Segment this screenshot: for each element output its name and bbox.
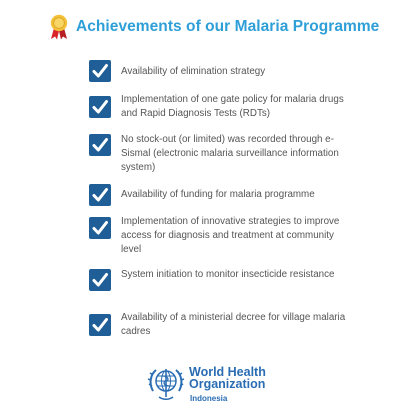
checkbox-checked-icon — [89, 134, 111, 156]
list-item-text: Implementation of innovative strategies to improve access for diagnosis and treatment at community level — [121, 216, 340, 256]
checkbox-checked-icon — [89, 96, 111, 118]
page-title: Achievements of our Malaria Programme — [76, 18, 380, 35]
list-item — [89, 134, 389, 176]
list-item-text: Availability of elimination strategy — [121, 66, 266, 77]
org-name-line1: World Health — [189, 365, 266, 379]
list-item-text: Availability of funding for malaria programme — [121, 189, 315, 200]
medal-icon — [50, 14, 68, 40]
list-item — [89, 217, 389, 258]
list-item — [89, 184, 389, 206]
checkbox-checked-icon — [89, 314, 111, 336]
list-item-text: System initiation to monitor insecticide resistance — [121, 269, 335, 280]
org-country: Indonesia — [190, 394, 228, 403]
list-item-text: Availability of a ministerial decree for village malaria cadres — [121, 312, 346, 338]
header — [50, 14, 379, 40]
list-item — [89, 96, 389, 121]
who-logo — [147, 360, 287, 410]
checkbox-checked-icon — [89, 269, 111, 291]
org-name-line2: Organization — [189, 377, 266, 391]
checkbox-checked-icon — [89, 184, 111, 206]
list-item-text: No stock-out (or limited) was recorded through e-Sismal (electronic malaria surveillance information system) — [121, 134, 339, 174]
who-emblem-icon — [147, 364, 185, 402]
list-item — [89, 269, 389, 291]
list-item — [89, 314, 389, 339]
checkbox-checked-icon — [89, 60, 111, 82]
list-item-text: Implementation of one gate policy for malaria drugs and Rapid Diagnosis Tests (RDTs) — [121, 94, 344, 120]
list-item — [89, 60, 389, 82]
checkbox-checked-icon — [89, 217, 111, 239]
